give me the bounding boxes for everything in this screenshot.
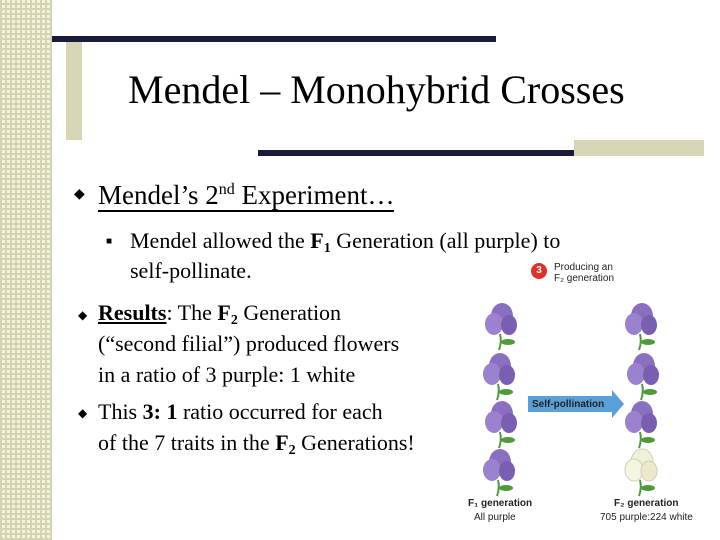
ratio-line-2: of the 7 traits in the $F_2$ Generations! (98, 430, 415, 458)
f2-generation-label: F₂ generation (614, 498, 679, 509)
title-accent-left (66, 36, 82, 140)
ratio-line-1: This 3: 1 ratio occurred for each (98, 399, 383, 424)
bullet-heading: Mendel’s 2nd Experiment… (98, 180, 395, 210)
title-accent-right (574, 140, 704, 156)
square-bullet-icon: ■ (106, 236, 113, 247)
sub-bullet-line-2: self-pollinate. (130, 258, 252, 283)
f1-caption: All purple (474, 512, 516, 523)
cross-illustration (462, 256, 720, 536)
results-line-3: in a ratio of 3 purple: 1 white (98, 362, 356, 387)
f2-caption: 705 purple:224 white (600, 512, 693, 523)
results-line-1: Results: The $F_2$ Generation (98, 300, 342, 328)
step-number: 3 (536, 265, 542, 276)
bullet-mendel-experiment (98, 180, 394, 211)
step-title: Producing an F₂ generation (554, 262, 615, 284)
f1-generation-label: F₁ generation (468, 498, 533, 509)
diamond-bullet-icon: ◆ (74, 187, 85, 202)
self-pollination-label: Self-pollination (532, 399, 605, 410)
diamond-bullet-icon: ◆ (78, 406, 88, 420)
f2-cross-figure (462, 256, 720, 536)
slide-title: Mendel – Monohybrid Crosses (128, 67, 625, 112)
title-bar-top (52, 36, 496, 42)
diamond-bullet-icon: ◆ (78, 308, 88, 322)
results-line-2: (“second filial”) produced flowers (98, 331, 400, 356)
decorative-strip (0, 0, 52, 540)
sub-bullet-line-1: Mendel allowed the $F_1$ Generation (all purple) to (130, 228, 561, 256)
